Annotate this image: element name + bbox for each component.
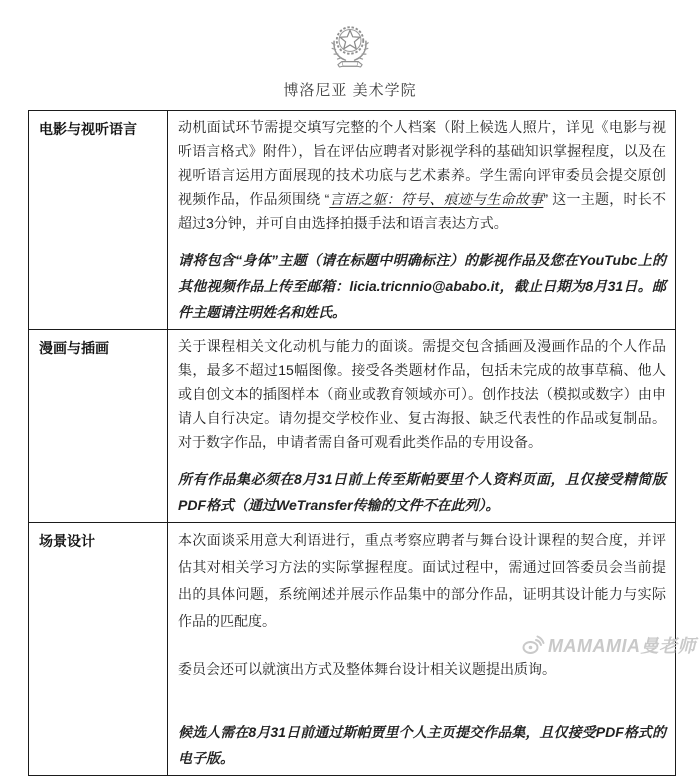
table-row [29,330,676,523]
watermark [521,632,696,658]
text-segment: 动机面试环节需提交填写完整的个人档案（附上候选人照片，详见《电影与视听语言格式》附件），旨在评估应聘者对影视学科的基础知识掌握程度，以及在视听语言运用方面展现的技术功底与艺术素养。学生需向评审委员会提交原创视频作品，作品须围绕 “ [178,119,666,207]
requirements-table [28,110,676,776]
submission-instructions: 候选人需在8月31日前通过斯帕贾里个人主页提交作品集，且仅接受PDF格式的电子版。 [178,724,666,766]
row-header-comics-illustration: 漫画与插画 [29,330,168,523]
paragraph: 委员会还可以就演出方式及整体舞台设计相关议题提出质询。 [178,661,556,677]
weibo-icon [521,634,545,656]
text-segment: ” 这一主题，时长不超过3分钟，并可自由选择拍摄手法和语言表达方式。 [178,191,666,231]
paragraph [178,115,666,235]
page-title: 博洛尼亚 美术学院 [283,82,417,99]
submission-instructions: 所有作品集必须在8月31日前上传至斯帕要里个人资料页面，且仅接受精简版PDF格式（通过WeTransfer传输的文件不在此列）。 [178,471,666,513]
row-header-scene-design: 场景设计 [29,523,168,776]
paragraph: 本次面谈采用意大利语进行，重点考察应聘者与舞台设计课程的契合度，并评估其对相关学习方法的实际掌握程度。面试过程中，需通过回答委员会当前提出的具体问题，系统阐述并展示作品集中的部分作品，证明其设计能力与实际作品的匹配度。 [178,532,666,629]
italy-state-emblem-icon [0,20,700,70]
table-row [29,111,676,330]
document-header [0,0,700,100]
paragraph: 关于课程相关文化动机与能力的面谈。需提交包含插画及漫画作品的个人作品集，最多不超过15幅图像。接受各类题材作品，包括未完成的故事草稿、他人或自创文本的插图样本（商业或教育领域亦可）。创作技法（模拟或数字）由申请人自行决定。请勿提交学校作业、复古海报、缺乏代表性的作品或复制品。对于数字作品，申请者需自备可观看此类作品的专用设备。 [178,338,666,450]
row-header-film-audiovisual: 电影与视听语言 [29,111,168,330]
row-content-comics-illustration [168,330,676,523]
watermark-text: MAMAMIA曼老师 [548,636,696,656]
video-theme-title: 言语之躯：符号、痕迹与生命故事 [329,191,544,207]
row-content-film-audiovisual [168,111,676,330]
submission-instructions: 请将包含“身体”主题（请在标题中明确标注）的影视作品及您在YouTubc上的其他视频作品上传至邮箱：licia.tricnnio@ababo.it，截止日期为8月31日。邮件主题请注明姓名和姓氏。 [178,252,666,320]
